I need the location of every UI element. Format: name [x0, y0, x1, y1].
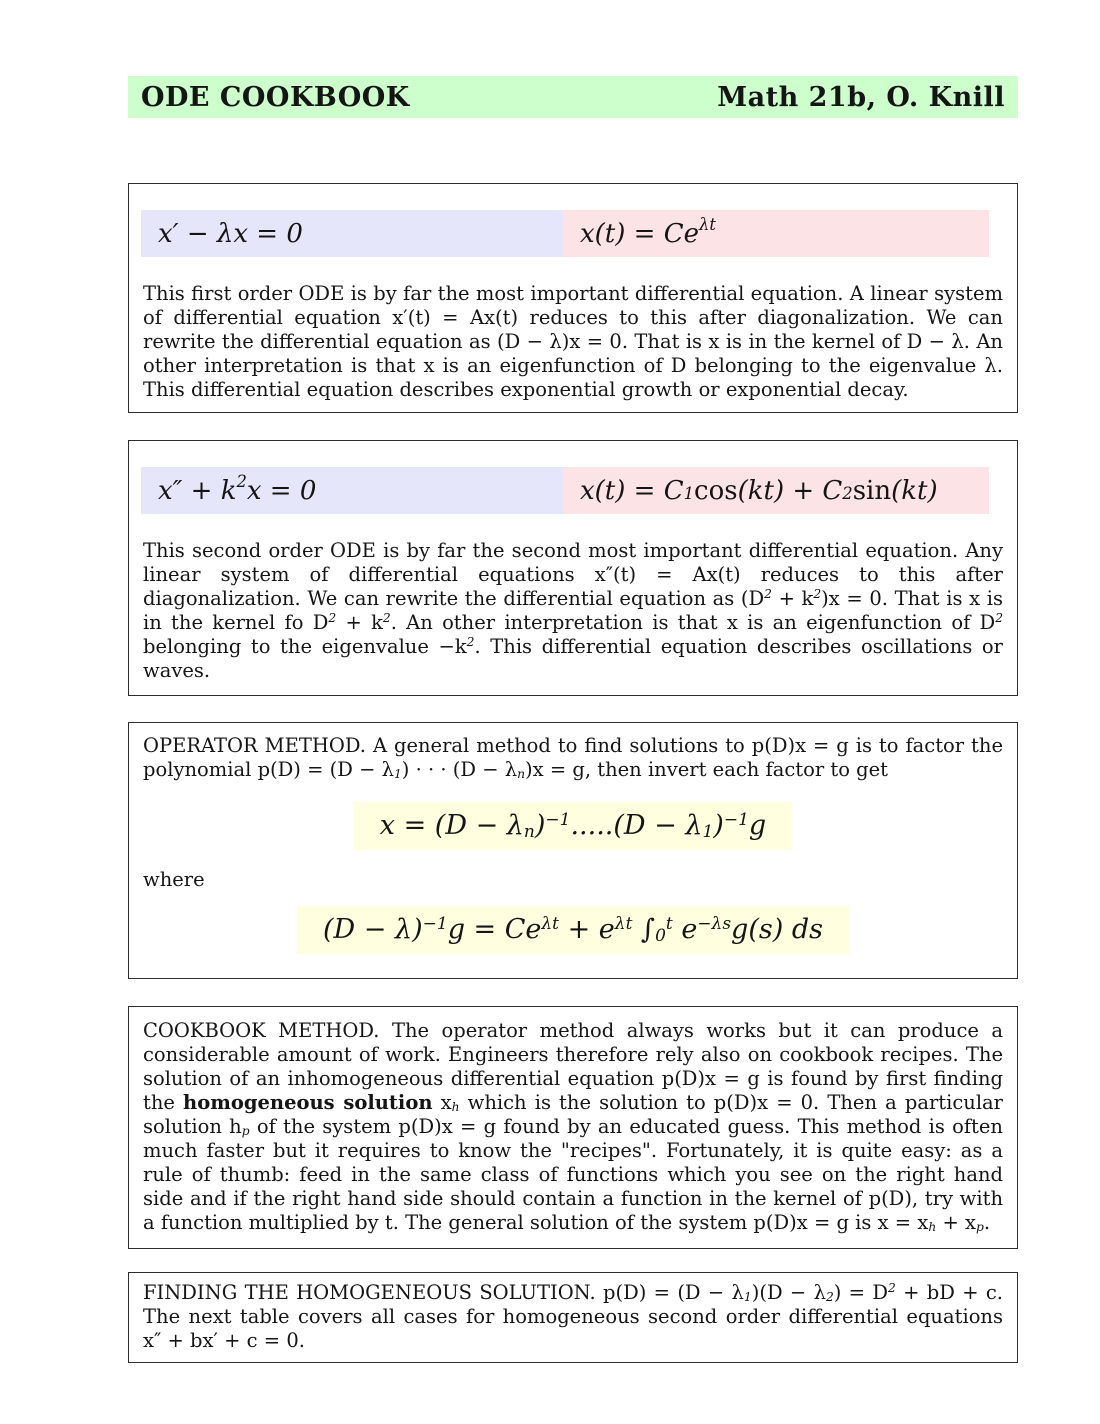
cookbook-method-description — [143, 1019, 1003, 1235]
second-order-solution: x(t) = C $_1$ cos (kt) + C $_2$ sin (kt) — [563, 467, 989, 514]
cookbook-text-after-bold: $x_h$ which is the solution to p(D)x = 0. Then a particular solution $h_p$ of the system p(D)x = g found by an educated guess. This method is often much faster but it requires to know the "recipes". Fortunately, it is quite easy: as a rule of thumb: feed in the same class of functions which you see on the right hand side and if the right hand side should contain a function in the kernel of p(D), try with a function multiplied by t. The general solution of the system p(D)x = g is $x = x_h + x_p$. — [143, 1091, 1004, 1235]
inversion-formula: $x = (D - \lambda_n)^{-1}.....(D - \lambda_1)^{-1}g$ — [354, 802, 792, 850]
first-order-ode-box — [128, 183, 1018, 413]
second-order-description: This second order ODE is by far the second most important differential equation. Any linear system of differential equations x″(t) = Ax(t) reduces to this after diagonalization. We can rewrite the differential equation as $(D^2 + k^2)x = 0$. That is x is in the kernel fo $D^2 + k^2$. An other interpretation is that x is an eigenfunction of $D^2$ belonging to the eigenvalue $-k^2$. This differential equation describes oscillations or waves. — [143, 539, 1003, 682]
course-label: Math 21b, O. Knill — [717, 81, 1005, 113]
operator-method-box — [128, 722, 1018, 979]
cookbook-bold-phrase: homogeneous solution — [183, 1091, 433, 1114]
header-bar — [128, 76, 1018, 118]
second-order-equation: x″ + k $^2$ x = 0 — [141, 467, 563, 514]
operator-method-intro: OPERATOR METHOD. A general method to find solutions to p(D)x = g is to factor the polynomial $p(D) = (D - \lambda_1)$ · · · $(D - \lambda_n)x = g$, then invert each factor to get — [143, 734, 1003, 782]
cookbook-method-box — [128, 1006, 1018, 1249]
finding-homogeneous-box — [128, 1272, 1018, 1363]
second-order-ode-box — [128, 440, 1018, 696]
document-page — [128, 0, 1018, 1363]
equation-row — [141, 210, 1005, 257]
page-title: ODE COOKBOOK — [141, 81, 410, 113]
where-label: where — [143, 868, 205, 891]
equation-row — [141, 467, 1005, 514]
first-order-description: This first order ODE is by far the most important differential equation. A linear system of differential equation x′(t) = Ax(t) reduces to this after diagonalization. We can rewrite the differential equation as (D − λ)x = 0. That is x is in the kernel of D − λ. An other interpretation is that x is an eigenfunction of D belonging to the eigenvalue λ. This differential equation describes exponential growth or exponential decay. — [143, 282, 1003, 401]
inverse-factor-formula: $(D - \lambda)^{-1}g = Ce^{\lambda t} + e^{\lambda t}$ $\int_0^t$ $e^{-\lambda s}g(s)$ ds — [297, 906, 849, 954]
first-order-solution: x(t) = Ce $^{\lambda t}$ — [563, 210, 989, 257]
first-order-equation: x′ − λx = 0 — [141, 210, 563, 257]
cookbook-text-before-bold: COOKBOOK METHOD. The operator method always works but it can produce a considerable amount of work. Engineers therefore rely also on cookbook recipes. The solution of an inhomogeneous differential equation p(D)x = g is found by first finding the — [143, 1019, 1003, 1114]
finding-homogeneous-description: FINDING THE HOMOGENEOUS SOLUTION. $p(D) = (D - \lambda_1)(D - \lambda_2) = D^2$ + bD + c. The next table covers all cases for homogeneous second order differential equations x″ + bx′ + c = 0. — [143, 1281, 1003, 1352]
